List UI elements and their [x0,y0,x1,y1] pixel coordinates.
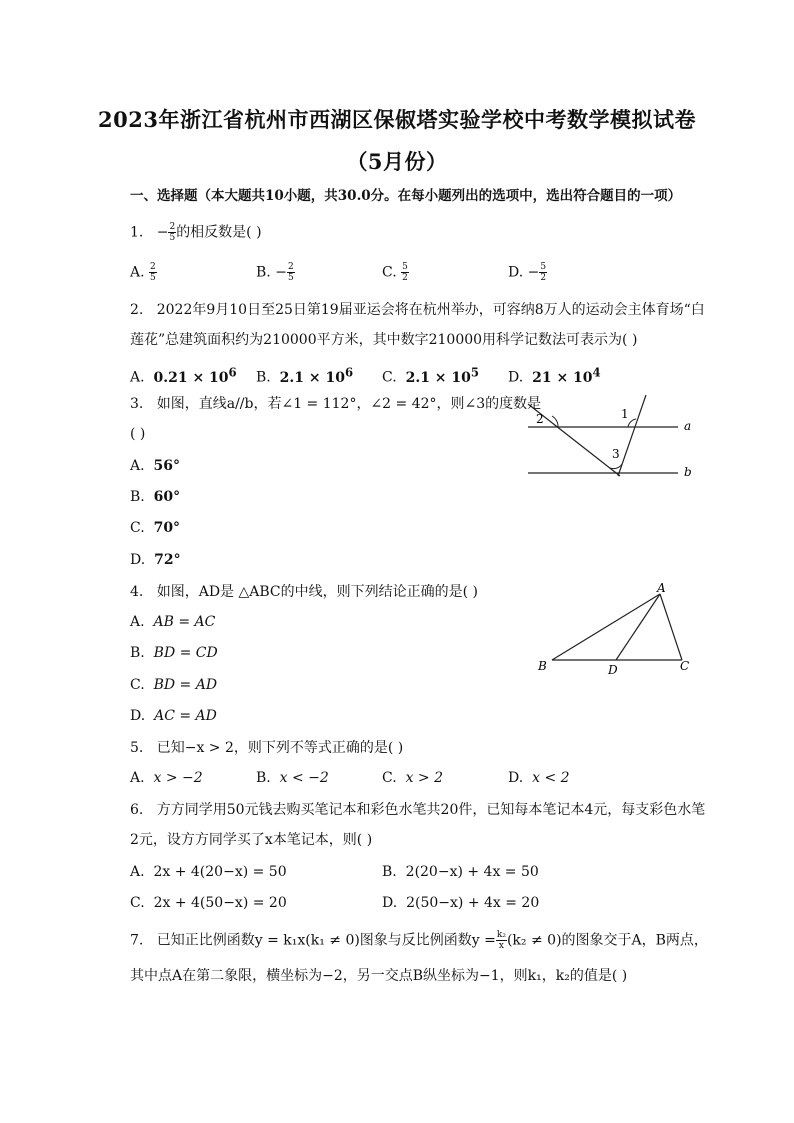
q6-line2: 2元，设方方同学买了x本笔记本，则( ) [130,832,373,848]
question-2: 2. 2022年9月10日至25日第19届亚运会将在杭州举办，可容纳8万人的运动会主体育场“白 [130,302,705,318]
q3-line2: ( ) [130,426,146,442]
q3-option-d[interactable]: D. 72° [130,552,181,568]
label-B: B [538,659,547,673]
segment-ac [660,594,682,660]
median-ad [616,594,660,660]
q4-option-d[interactable]: D. AC = AD [130,708,217,724]
q2-option-c[interactable]: C. $2.1 \times 10^5$ [382,365,480,386]
q4-option-b[interactable]: B. BD = CD [130,645,218,661]
q1-minus: − [156,224,169,241]
q3-option-a[interactable]: A. 56° [130,458,180,474]
q5-option-c[interactable]: C. x > 2 [382,770,444,786]
q6-option-a[interactable]: A. 2x + 4(20−x) = 50 [130,864,287,880]
label-C: C [680,659,690,673]
segment-ba [552,594,660,660]
q7-line1a: 已知正比例函数y = k₁x(k₁ ≠ 0)图象与反比例函数y = [156,932,496,949]
exam-title: 2023年浙江省杭州市西湖区保俶塔实验学校中考数学模拟试卷 [98,107,696,132]
q3-option-b[interactable]: B. 60° [130,489,181,505]
q2-option-d[interactable]: D. $21 \times 10^4$ [508,365,601,386]
label-A: A [657,581,666,595]
section-heading: 一、选择题（本大题共10小题，共30.0分。在每小题列出的选项中，选出符合题目的一项） [130,188,682,204]
q2-option-a[interactable]: A. $0.21 \times 10^6$ [130,365,237,386]
q2-line2: 莲花”总建筑面积约为210000平方米，其中数字210000用科学记数法可表示为( ) [130,332,638,348]
q5-option-d[interactable]: D. x < 2 [508,770,570,786]
question-4: 4. 如图，AD是 △ABC的中线，则下列结论正确的是( ) [130,584,479,600]
question-5: 5. 已知−x > 2，则下列不等式正确的是( ) [130,740,404,756]
question-3: 3. 如图，直线a//b，若∠1 = 112°，∠2 = 42°，则∠3的度数是 [130,396,542,412]
q3-option-c[interactable]: C. 70° [130,520,181,536]
label-3: 3 [612,447,620,461]
q3-line1: 如图，直线a//b，若∠1 = 112°，∠2 = 42°，则∠3的度数是 [156,396,542,412]
q1-option-c[interactable]: C. $\frac{5}{2}$ [382,262,408,283]
q5-option-a[interactable]: A. x > −2 [130,770,203,786]
question-7: 7. 已知正比例函数y = k₁x(k₁ ≠ 0)图象与反比例函数y = $\frac{\text{k₂}}{x}$ (k₂ ≠ 0)的图象交于A，B两点， [130,930,708,951]
q2-line1: 2022年9月10日至25日第19届亚运会将在杭州举办，可容纳8万人的运动会主体育场“白 [156,302,705,318]
q6-option-b[interactable]: B. 2(20−x) + 4x = 50 [382,864,539,880]
question-1 [130,222,262,243]
q1-option-a[interactable]: A. $\frac{2}{5}$ [130,262,156,283]
q4-option-a[interactable]: A. AB = AC [130,614,216,630]
q5-option-b[interactable]: B. x < −2 [256,770,329,786]
label-1: 1 [621,407,629,421]
q1-option-d[interactable]: D. − $\frac{5}{2}$ [508,262,547,283]
label-b: b [684,465,692,479]
q7-line1b: (k₂ ≠ 0)的图象交于A，B两点， [506,932,708,949]
q4-figure [530,580,700,680]
q4-line1: 如图，AD是 △ABC的中线，则下列结论正确的是( ) [156,584,479,600]
q6-option-d[interactable]: D. 2(50−x) + 4x = 20 [382,895,540,911]
q6-line1: 方方同学用50元钱去购买笔记本和彩色水笔共20件，已知每本笔记本4元，每支彩色水笔 [156,802,706,818]
q3-figure [520,390,700,490]
q2-option-b[interactable]: B. $2.1 \times 10^6$ [256,365,354,386]
q4-option-c[interactable]: C. BD = AD [130,677,218,693]
exam-subtitle: （5月份） [346,149,448,174]
label-a: a [684,419,692,433]
q7-line2: 其中点A在第二象限，横坐标为−2，另一交点B纵坐标为−1，则k₁，k₂的值是( ) [130,968,628,984]
q1-stem: 的相反数是( ) [176,224,262,241]
q1-fraction: $\frac{2}{5}$ [169,222,176,243]
q5-line1: 已知−x > 2，则下列不等式正确的是( ) [156,740,404,756]
q7-fraction: $\frac{\text{k₂}}{x}$ [496,930,506,951]
label-D: D [608,663,618,677]
question-6: 6. 方方同学用50元钱去购买笔记本和彩色水笔共20件，已知每本笔记本4元，每支彩色水笔 [130,802,706,818]
question-number: 1. [130,224,144,241]
q6-option-c[interactable]: C. 2x + 4(50−x) = 20 [130,895,287,911]
label-2: 2 [536,412,544,426]
q1-option-b[interactable]: B. − $\frac{2}{5}$ [256,262,294,283]
